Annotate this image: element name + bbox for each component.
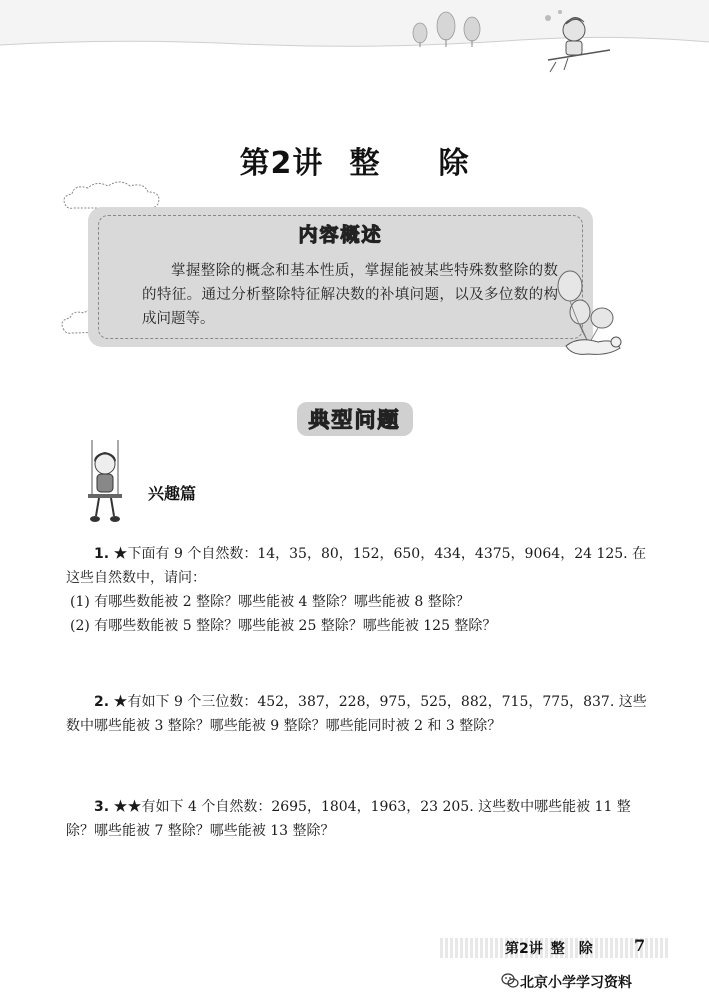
balloon-dog-illustration xyxy=(548,262,632,362)
footer-title-part2: 除 xyxy=(578,941,593,957)
problem-2-number: 2. xyxy=(94,694,110,710)
chapter-number: 第2讲 xyxy=(239,146,324,181)
watermark-text: 北京小学学习资料 xyxy=(520,975,632,991)
summary-text: 掌握整除的概念和基本性质，掌握能被某些特殊数整除的数的特征。通过分析整除特征解决数的补填问题，以及多位数的构成问题等。 xyxy=(142,263,558,327)
section-heading-label: 典型问题 xyxy=(297,402,413,436)
problem-1-subquestion-1: (1) 有哪些数能被 2 整除？哪些能被 4 整除？哪些能被 8 整除？ xyxy=(70,594,470,610)
summary-panel xyxy=(88,207,593,347)
chapter-title-part2: 除 xyxy=(438,146,470,181)
problem-2 xyxy=(66,690,648,738)
chapter-title xyxy=(0,138,709,182)
problem-2-text: 有如下 9 个三位数：452，387，228，975，525，882，715，775，837. 这些数中哪些能被 3 整除？哪些能被 9 整除？哪些能同时被 2 和 3 整除？ xyxy=(66,694,647,734)
problem-1-subquestion-2: (2) 有哪些数能被 5 整除？哪些能被 25 整除？哪些能被 125 整除？ xyxy=(70,618,497,634)
page-number: 7 xyxy=(634,936,646,955)
subsection-label: 兴趣篇 xyxy=(148,484,197,503)
chapter-title-part1: 整 xyxy=(349,146,381,181)
problem-2-stem xyxy=(66,690,648,738)
problem-1-stars: ★ xyxy=(113,546,128,562)
top-decoration-illustration xyxy=(0,0,709,100)
section-heading xyxy=(0,402,709,436)
problem-3 xyxy=(66,795,648,843)
problem-1-stem xyxy=(66,542,648,590)
footer-chapter-number: 第2讲 xyxy=(505,941,543,957)
problem-1-text: 下面有 9 个自然数：14，35，80，152，650，434，4375，9064，24 125. 在这些自然数中，请问： xyxy=(66,546,647,586)
problem-3-stars: ★★ xyxy=(113,799,142,815)
problem-3-number: 3. xyxy=(94,799,110,815)
footer-chapter-label xyxy=(505,938,593,958)
problem-1-number: 1. xyxy=(94,546,110,562)
girl-on-swing-icon xyxy=(80,440,130,524)
footer-title-part1: 整 xyxy=(550,941,565,957)
problem-3-text: 有如下 4 个自然数：2695，1804，1963，23 205. 这些数中哪些能被 11 整除？哪些能被 7 整除？哪些能被 13 整除？ xyxy=(66,799,631,839)
problem-3-stem xyxy=(66,795,648,843)
problem-1 xyxy=(66,542,648,638)
wechat-icon xyxy=(501,972,519,990)
summary-heading: 内容概述 xyxy=(298,224,383,246)
problem-2-stars: ★ xyxy=(113,694,128,710)
